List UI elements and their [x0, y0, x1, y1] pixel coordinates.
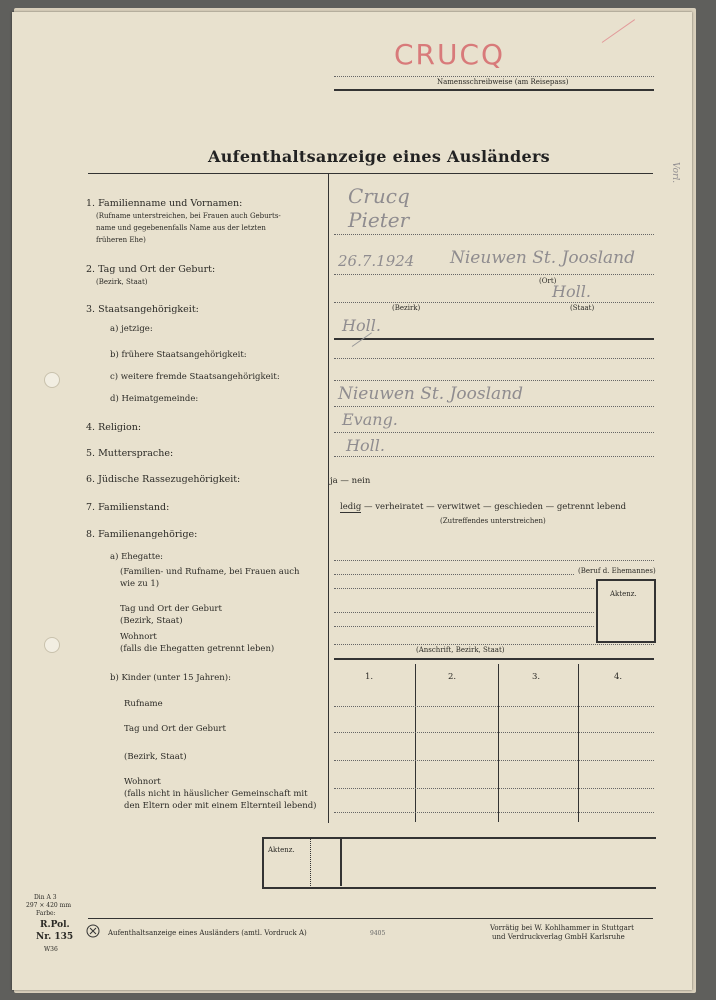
bottom-aktenz-label: Aktenz.	[268, 846, 295, 854]
field-1-label: 1. Familienname und Vornamen:	[86, 198, 243, 209]
spouse-note: (Familien- und Rufname, bei Frauen auch	[120, 567, 300, 577]
field-3c-label: c) weitere fremde Staatsangehörigkeit:	[110, 372, 280, 382]
din-size: 297 × 420 mm	[26, 902, 72, 909]
name-stamp: CRUCQ	[394, 38, 506, 71]
din-format: Din A 3	[34, 894, 57, 901]
spouse-birth-note: (Bezirk, Staat)	[120, 616, 183, 626]
field-5-label: 5. Muttersprache:	[86, 448, 174, 459]
child-residence-note: (falls nicht in häuslicher Gemeinschaft mit	[124, 789, 308, 799]
bezirk-caption: (Bezirk)	[392, 304, 421, 312]
aktenz-box	[596, 579, 656, 643]
religion-value: Evang.	[342, 410, 398, 429]
field-3b-label: b) frühere Staatsangehörigkeit:	[110, 350, 247, 360]
spouse-note: wie zu 1)	[120, 579, 160, 589]
spouse-label: a) Ehegatte:	[110, 552, 164, 562]
field-7-label: 7. Familienstand:	[86, 502, 170, 513]
stamp-stroke	[602, 19, 635, 43]
form-number: Nr. 135	[36, 932, 74, 942]
aktenz-label: Aktenz.	[610, 590, 637, 598]
din-color: Farbe:	[36, 910, 56, 917]
jewish-value: ja — nein	[330, 476, 371, 486]
field-1-note: name und gegebenenfalls Name aus der letzten	[96, 224, 266, 232]
anschrift-caption: (Anschrift, Bezirk, Staat)	[416, 646, 505, 654]
ort-caption: (Ort)	[539, 277, 557, 285]
marital-status-options: ledig — verheiratet — verwitwet — geschieden — getrennt lebend	[340, 502, 627, 512]
birth-state-value: Holl.	[552, 282, 591, 301]
child-rufname-label: Rufname	[124, 699, 163, 709]
mother-tongue-value: Holl.	[346, 436, 385, 455]
field-3a-label: a) jetzige:	[110, 324, 153, 334]
child-birth-note: (Bezirk, Staat)	[124, 752, 187, 762]
spouse-residence-note: (falls die Ehegatten getrennt leben)	[120, 644, 275, 654]
emblem-icon	[86, 924, 100, 938]
child-col-1: 1.	[365, 672, 374, 682]
bottom-aktenz-box	[262, 837, 656, 889]
marital-underline	[340, 512, 361, 513]
marital-caption: (Zutreffendes unterstreichen)	[440, 517, 546, 525]
beruf-caption: (Beruf d. Ehemannes)	[578, 567, 656, 575]
child-col-4: 4.	[614, 672, 623, 682]
form-name: Aufenthaltsanzeige eines Ausländers (amtl. Vordruck A)	[108, 929, 307, 937]
child-col-2: 2.	[448, 672, 457, 682]
form-series: R.Pol.	[40, 920, 70, 930]
print-code: 9405	[370, 930, 386, 937]
field-8-label: 8. Familienangehörige:	[86, 529, 198, 540]
birth-date-value: 26.7.1924	[338, 252, 415, 270]
column-divider	[328, 173, 329, 823]
form-sheet	[12, 12, 692, 990]
form-code: W36	[44, 946, 58, 953]
spouse-birth-label: Tag und Ort der Geburt	[120, 604, 222, 614]
side-mark: Vorl.	[670, 162, 680, 184]
punch-hole	[44, 372, 60, 388]
field-2-note: (Bezirk, Staat)	[96, 278, 148, 286]
field-4-label: 4. Religion:	[86, 422, 142, 433]
field-3d-label: d) Heimatgemeinde:	[110, 394, 199, 404]
field-1-note: (Rufname unterstreichen, bei Frauen auch Geburts-	[96, 212, 281, 220]
surname-value: Crucq	[348, 184, 410, 208]
publisher-line: und Verdruckverlag GmbH Karlsruhe	[492, 933, 625, 941]
page-title: Aufenthaltsanzeige eines Ausländers	[208, 147, 550, 166]
staat-caption: (Staat)	[570, 304, 595, 312]
home-municipality-value: Nieuwen St. Joosland	[338, 384, 523, 404]
field-2-label: 2. Tag und Ort der Geburt:	[86, 264, 216, 275]
firstname-value: Pieter	[348, 208, 410, 232]
child-col-3: 3.	[532, 672, 541, 682]
spouse-residence-label: Wohnort	[120, 632, 157, 642]
name-caption: Namensschreibweise (am Reisepass)	[437, 78, 569, 86]
children-label: b) Kinder (unter 15 Jahren):	[110, 673, 231, 683]
nationality-value: Holl.	[342, 316, 381, 335]
punch-hole	[44, 637, 60, 653]
child-birth-label: Tag und Ort der Geburt	[124, 724, 226, 734]
publisher-line: Vorrätig bei W. Kohlhammer in Stuttgart	[490, 924, 634, 932]
child-residence-label: Wohnort	[124, 777, 161, 787]
field-6-label: 6. Jüdische Rassezugehörigkeit:	[86, 474, 241, 485]
child-residence-note: den Eltern oder mit einem Elternteil lebend)	[124, 801, 317, 811]
birth-place-value: Nieuwen St. Joosland	[450, 248, 635, 268]
field-1-note: früheren Ehe)	[96, 236, 146, 244]
field-3-label: 3. Staatsangehörigkeit:	[86, 304, 199, 315]
